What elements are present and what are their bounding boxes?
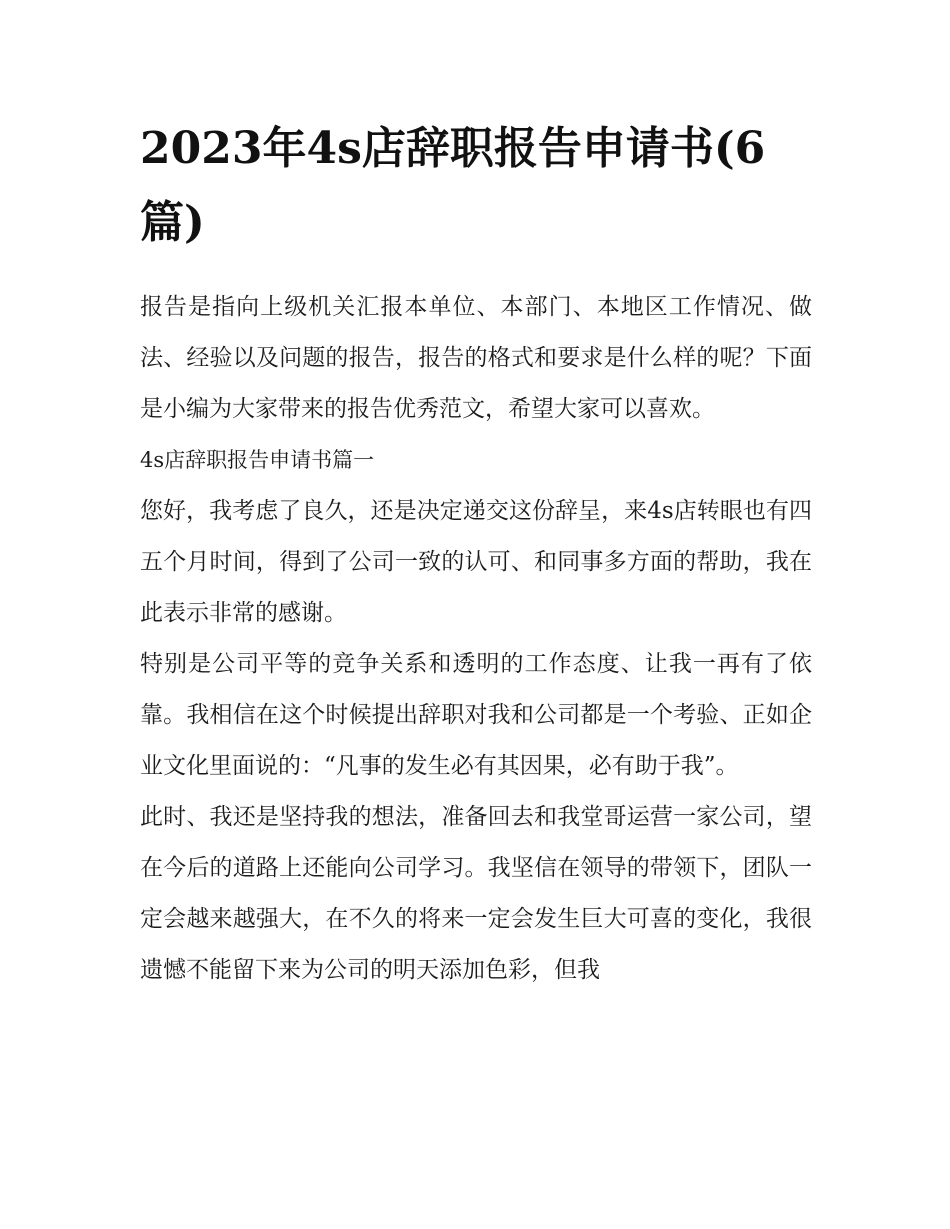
body-paragraph: 您好，我考虑了良久，还是决定递交这份辞呈，来4s店转眼也有四五个月时间，得到了公司一致的认可、和同事多方面的帮助，我在此表示非常的感谢。: [140, 498, 812, 626]
intro-paragraph: 报告是指向上级机关汇报本单位、本部门、本地区工作情况、做法、经验以及问题的报告，报告的格式和要求是什么样的呢？下面是小编为大家带来的报告优秀范文，希望大家可以喜欢。: [140, 294, 812, 422]
body-paragraph: 特别是公司平等的竞争关系和透明的工作态度、让我一再有了依靠。我相信在这个时候提出辞职对我和公司都是一个考验、正如企业文化里面说的：“凡事的发生必有其因果，必有助于我”。: [140, 651, 812, 779]
document-page: [140, 112, 812, 996]
document-body: [140, 282, 812, 996]
document-title: 2023年4s店辞职报告申请书(6篇): [140, 123, 766, 248]
body-paragraph: 此时、我还是坚持我的想法，准备回去和我堂哥运营一家公司，望在今后的道路上还能向公司学习。我坚信在领导的带领下，团队一定会越来越强大，在不久的将来一定会发生巨大可喜的变化，我很遗憾不能留下来为公司的明天添加色彩，但我: [140, 804, 812, 983]
section-heading: 4s店辞职报告申请书篇一: [140, 448, 375, 472]
